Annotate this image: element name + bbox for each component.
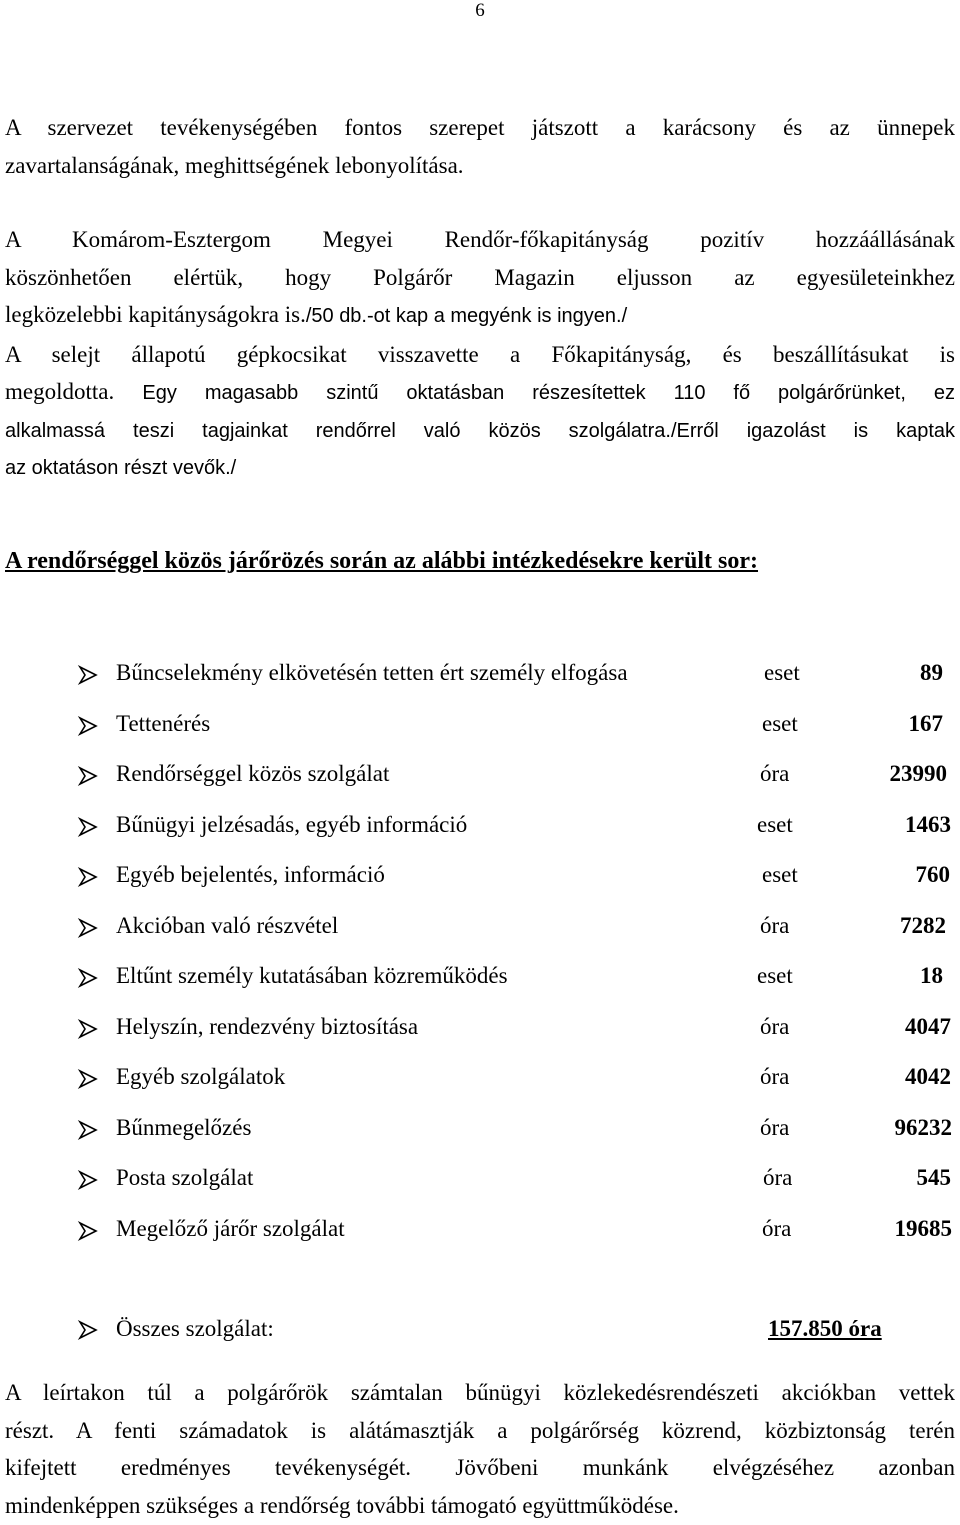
arrowhead-bullet-icon [77,1018,99,1040]
stat-row [0,711,960,762]
stat-label: Bűncselekmény elkövetésén tetten ért személy elfogása [116,660,628,685]
stat-label: Posta szolgálat [116,1165,254,1190]
paragraph-line: A selejt állapotú gépkocsikat visszavette a Főkapitányság, és beszállításukat is [5,341,955,367]
stat-label: Eltűnt személy kutatásában közreműködés [116,963,508,988]
stat-label: Tettenérés [116,710,211,736]
paragraph-fragment-sans: /50 db.-ot kap a megyénk is ingyen./ [305,305,628,327]
arrowhead-bullet-icon [77,1220,99,1242]
stat-value: 167 [908,710,943,736]
paragraph-line: A szervezet tevékenységében fontos szerepet játszott a karácsony és az ünnepek [5,115,955,140]
stat-value: 18 [920,963,943,988]
stat-value: 545 [916,1165,951,1190]
stat-label: Egyéb bejelentés, információ [116,862,385,887]
stat-label: Megelőző járőr szolgálat [116,1215,345,1241]
stat-label: Rendőrséggel közös szolgálat [116,761,390,786]
stat-unit: óra [760,1013,790,1039]
stat-row [0,1115,960,1166]
stat-unit: óra [763,1165,793,1190]
stat-unit: óra [760,1114,790,1140]
paragraph-line: zavartalanságának, meghittségének lebonyolítása. [5,152,464,178]
stat-unit: eset [764,660,800,685]
arrowhead-bullet-icon [77,765,99,787]
paragraph-line-mixed [5,296,955,336]
total-row [0,1316,960,1350]
stat-unit: óra [762,1215,792,1241]
arrowhead-bullet-icon [77,1169,99,1191]
stat-value: 23990 [889,761,947,786]
statistics-list [0,660,960,1266]
paragraph-line-sans: az oktatáson részt vevők./ [5,457,237,479]
arrowhead-bullet-icon [77,664,99,686]
arrowhead-bullet-icon [77,1119,99,1141]
section-heading: A rendőrséggel közös járőrözés során az alábbi intézkedésekre került sor: [5,548,759,574]
paragraph-line: A Komárom-Esztergom Megyei Rendőr-főkapitányság pozitív hozzáállásának [5,227,955,252]
stat-label: Bűnügyi jelzésadás, egyéb információ [116,811,468,837]
stat-label: Akcióban való részvétel [116,912,339,938]
stat-unit: óra [760,912,790,938]
paragraph-line: mindenképpen szükséges a rendőrség további támogató együttműködése. [5,1492,679,1518]
stat-row [0,1216,960,1267]
arrowhead-bullet-icon [77,967,99,989]
paragraph-fragment: legközelebbi kapitányságokra is. [5,302,306,327]
stat-unit: óra [760,761,790,786]
stat-unit: eset [757,963,793,988]
stat-row [0,812,960,863]
stat-unit: eset [762,710,798,736]
total-value: 157.850 óra [768,1316,882,1341]
stat-row [0,1165,960,1216]
paragraph-fragment: megoldotta. [5,379,115,404]
stat-value: 19685 [894,1215,952,1241]
stat-value: 760 [915,862,950,887]
stat-row [0,862,960,913]
paragraph-line: kifejtett eredményes tevékenységét. Jövőbeni munkánk elvégzéséhez azonban [5,1455,955,1480]
paragraph-line: részt. A fenti számadatok is alátámasztják a polgárőrség közrend, közbiztonság terén [5,1417,955,1443]
arrowhead-bullet-icon [77,1319,99,1341]
paragraph-line: A leírtakon túl a polgárőrök számtalan bűnügyi közlekedésrendészeti akciókban vettek [5,1380,955,1405]
stat-row [0,913,960,964]
stat-unit: óra [760,1064,790,1089]
paragraph-line: köszönhetően elértük, hogy Polgárőr Magazin eljusson az egyesületeinkhez [5,264,955,290]
page-number: 6 [475,0,485,21]
arrowhead-bullet-icon [77,715,99,737]
arrowhead-bullet-icon [77,866,99,888]
total-label: Összes szolgálat: [116,1316,274,1341]
stat-label: Egyéb szolgálatok [116,1064,286,1089]
stat-value: 96232 [894,1114,952,1140]
paragraph-line-mixed [5,373,955,413]
paragraph-fragment-sans: Egy magasabb szintű oktatásban részesítettek 110 fő polgárőrünket, ez [142,382,956,404]
stat-row [0,761,960,812]
stat-unit: eset [762,862,798,887]
stat-row [0,660,960,711]
stat-row [0,1064,960,1115]
stat-label: Bűnmegelőzés [116,1114,252,1140]
paragraph-cooperation [5,221,955,488]
stat-value: 4042 [905,1064,951,1089]
paragraph-line-sans: alkalmassá teszi tagjainkat rendőrrel való közös szolgálatra./Erről igazolást is kaptak [5,419,955,442]
stat-value: 89 [920,660,943,685]
stat-value: 7282 [900,912,946,938]
stat-value: 1463 [905,811,951,837]
stat-row [0,1014,960,1065]
stat-label: Helyszín, rendezvény biztosítása [116,1013,419,1039]
stat-row [0,963,960,1014]
stat-value: 4047 [905,1013,951,1039]
paragraph-conclusion [5,1374,955,1524]
arrowhead-bullet-icon [77,917,99,939]
stat-unit: eset [757,811,793,837]
arrowhead-bullet-icon [77,816,99,838]
paragraph-christmas [5,109,955,184]
arrowhead-bullet-icon [77,1068,99,1090]
